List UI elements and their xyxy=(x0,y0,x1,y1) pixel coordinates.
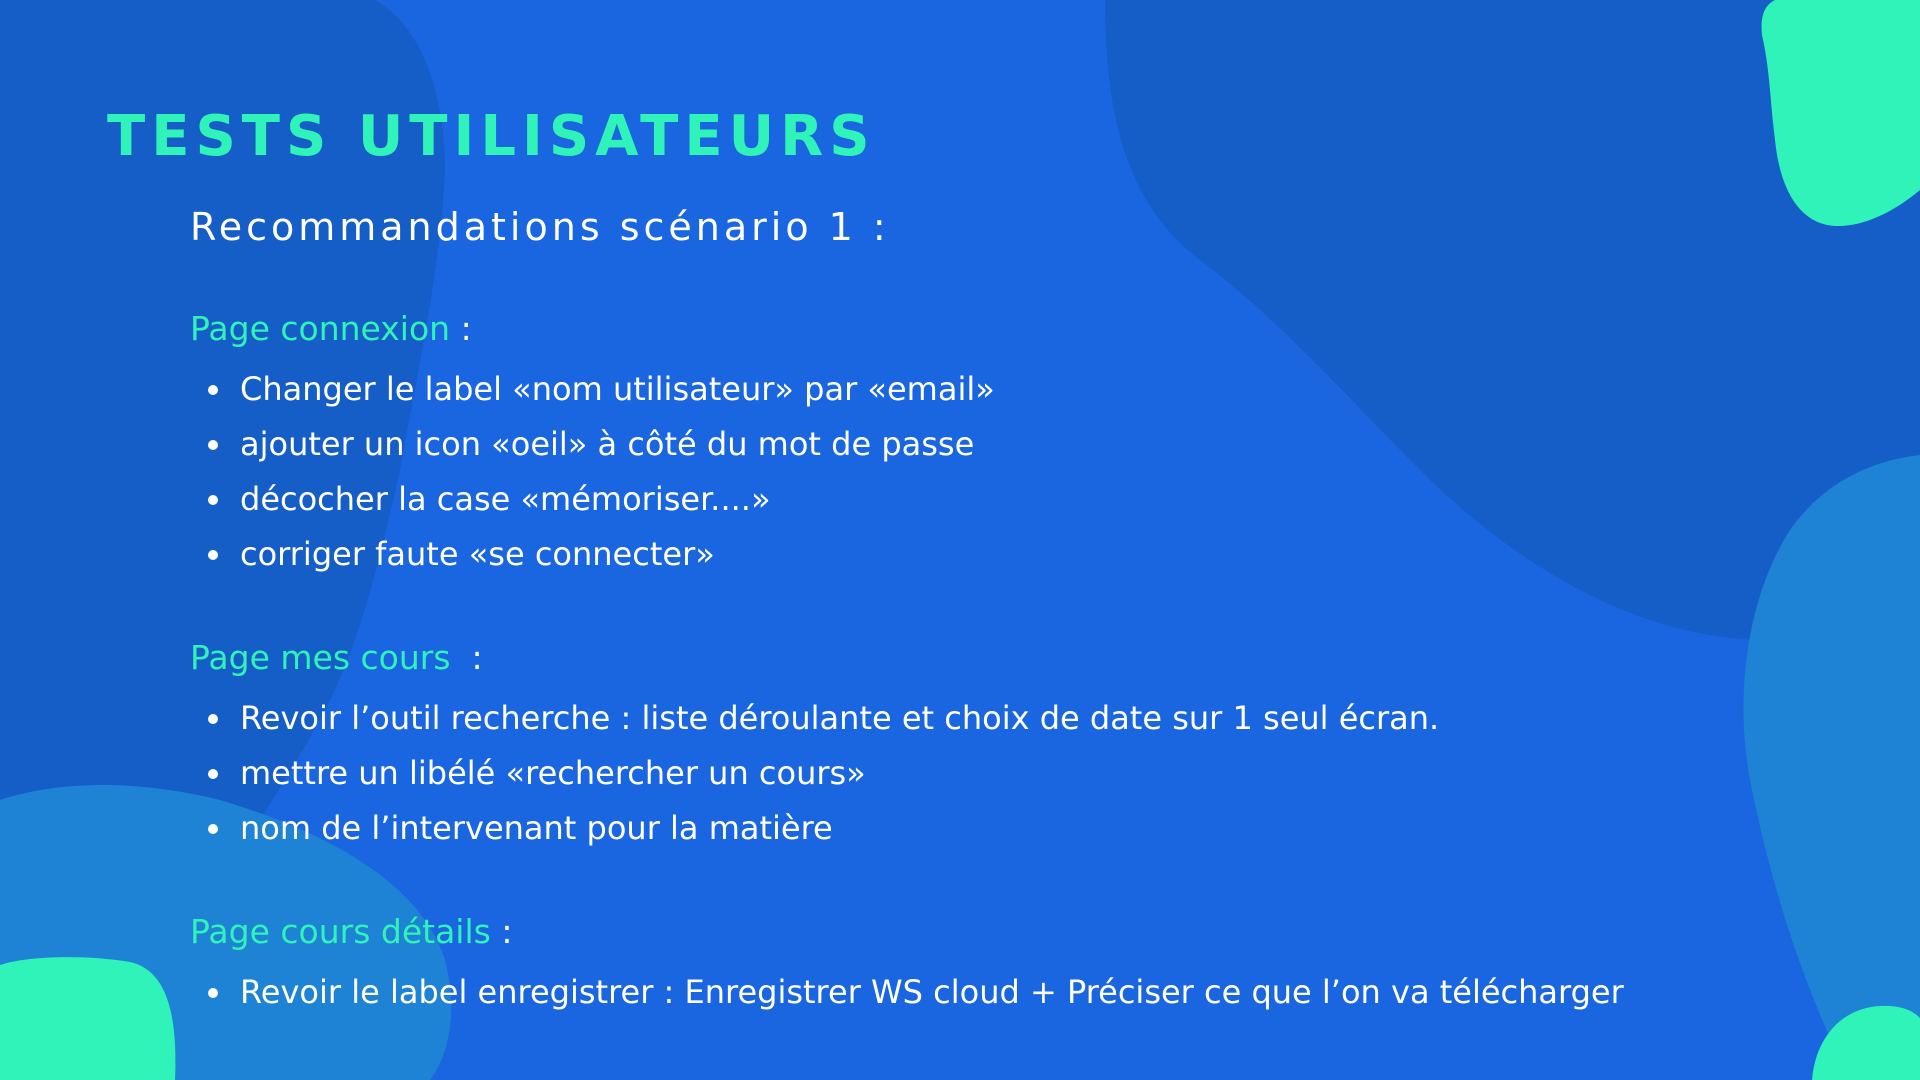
list-item xyxy=(190,965,1840,1020)
bullet-icon xyxy=(208,550,218,560)
list-item xyxy=(190,527,1840,582)
list-item-text: corriger faute «se connecter» xyxy=(240,535,715,573)
list-item xyxy=(190,801,1840,856)
bullet-icon xyxy=(208,714,218,724)
list-item xyxy=(190,472,1840,527)
list-item xyxy=(190,417,1840,472)
section-page-cours-details xyxy=(190,911,1840,1020)
section-heading xyxy=(190,911,1840,953)
list-item xyxy=(190,362,1840,417)
list-item-text: Changer le label «nom utilisateur» par «email» xyxy=(240,370,995,408)
section-heading-colon: : xyxy=(490,912,513,951)
slide-title: TESTS UTILISATEURS xyxy=(107,104,876,169)
bullet-list xyxy=(190,362,1840,582)
section-heading-label: Page mes cours xyxy=(190,638,451,677)
bullet-list xyxy=(190,691,1840,856)
section-page-mes-cours xyxy=(190,637,1840,856)
bullet-icon xyxy=(208,495,218,505)
list-item-text: Revoir l’outil recherche : liste déroulante et choix de date sur 1 seul écran. xyxy=(240,699,1440,737)
section-page-connexion xyxy=(190,308,1840,582)
slide-subtitle: Recommandations scénario 1 : xyxy=(190,205,890,249)
bullet-list xyxy=(190,965,1840,1020)
section-heading xyxy=(190,308,1840,350)
section-heading-label: Page connexion xyxy=(190,309,451,348)
list-item xyxy=(190,691,1840,746)
bullet-icon xyxy=(208,385,218,395)
bullet-icon xyxy=(208,769,218,779)
section-heading-colon: : xyxy=(450,309,472,348)
list-item-text: nom de l’intervenant pour la matière xyxy=(240,809,833,847)
section-heading xyxy=(190,637,1840,679)
list-item-text: Revoir le label enregistrer : Enregistrer WS cloud + Préciser ce que l’on va télécharger xyxy=(240,973,1624,1011)
bullet-icon xyxy=(208,824,218,834)
list-item-text: décocher la case «mémoriser....» xyxy=(240,480,771,518)
list-item xyxy=(190,746,1840,801)
section-heading-colon: : xyxy=(450,638,483,677)
bullet-icon xyxy=(208,988,218,998)
list-item-text: ajouter un icon «oeil» à côté du mot de passe xyxy=(240,425,975,463)
bullet-icon xyxy=(208,440,218,450)
section-heading-label: Page cours détails xyxy=(190,912,491,951)
list-item-text: mettre un libélé «rechercher un cours» xyxy=(240,754,866,792)
